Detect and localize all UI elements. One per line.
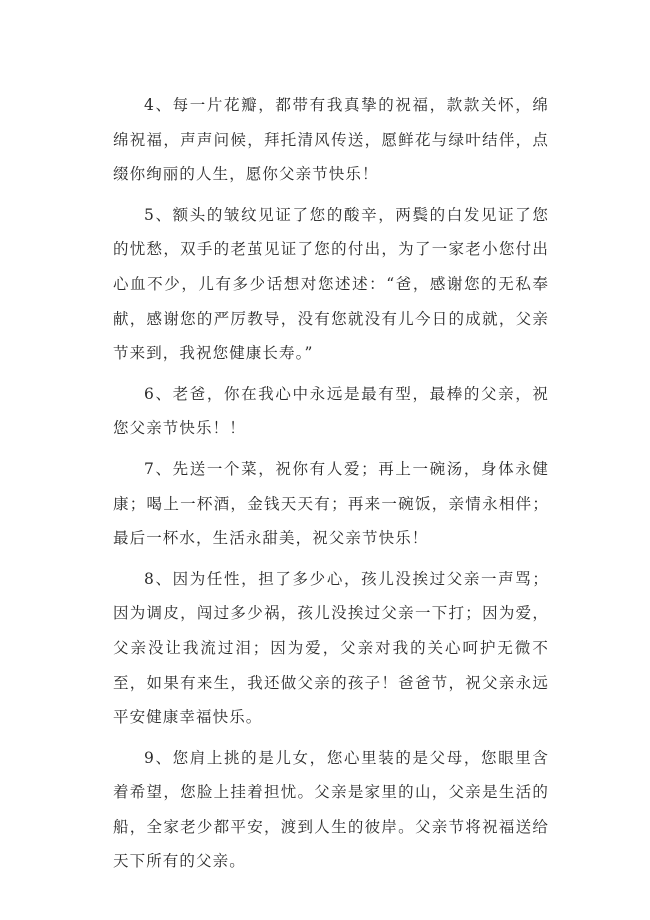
paragraph-4: 4、每一片花瓣，都带有我真挚的祝福，款款关怀，绵绵祝福，声声问候，拜托清风传送，愿鲜花与绿叶结伴，点缀你绚丽的人生，愿你父亲节快乐！ <box>113 96 549 184</box>
paragraph-9: 9、您肩上挑的是儿女，您心里装的是父母，您眼里含着希望，您脸上挂着担忧。父亲是家里的山，父亲是生活的船，全家老少都平安，渡到人生的彼岸。父亲节将祝福送给天下所有的父亲。 <box>113 748 549 871</box>
document-body <box>113 88 549 885</box>
paragraph-6: 6、老爸，你在我心中永远是最有型，最棒的父亲，祝您父亲节快乐！！ <box>113 384 549 438</box>
paragraph-7: 7、先送一个菜，祝你有人爱；再上一碗汤，身体永健康；喝上一杯酒，金钱天天有；再来一碗饭，亲情永相伴；最后一杯水，生活永甜美，祝父亲节快乐！ <box>113 459 549 548</box>
paragraph-5: 5、额头的皱纹见证了您的酸辛，两鬓的白发见证了您的忧愁，双手的老茧见证了您的付出，为了一家老小您付出心血不少，儿有多少话想对您述述：“爸，感谢您的无私奉献，感谢您的严厉教导，没有您就没有儿今日的成就，父亲节来到，我祝您健康长寿。” <box>113 205 549 363</box>
paragraph-8: 8、因为任性，担了多少心，孩儿没挨过父亲一声骂；因为调皮，闯过多少祸，孩儿没挨过父亲一下打；因为爱，父亲没让我流过泪；因为爱，父亲对我的关心呵护无微不至，如果有来生，我还做父亲的孩子！爸爸节，祝父亲永远平安健康幸福快乐。 <box>113 569 549 727</box>
